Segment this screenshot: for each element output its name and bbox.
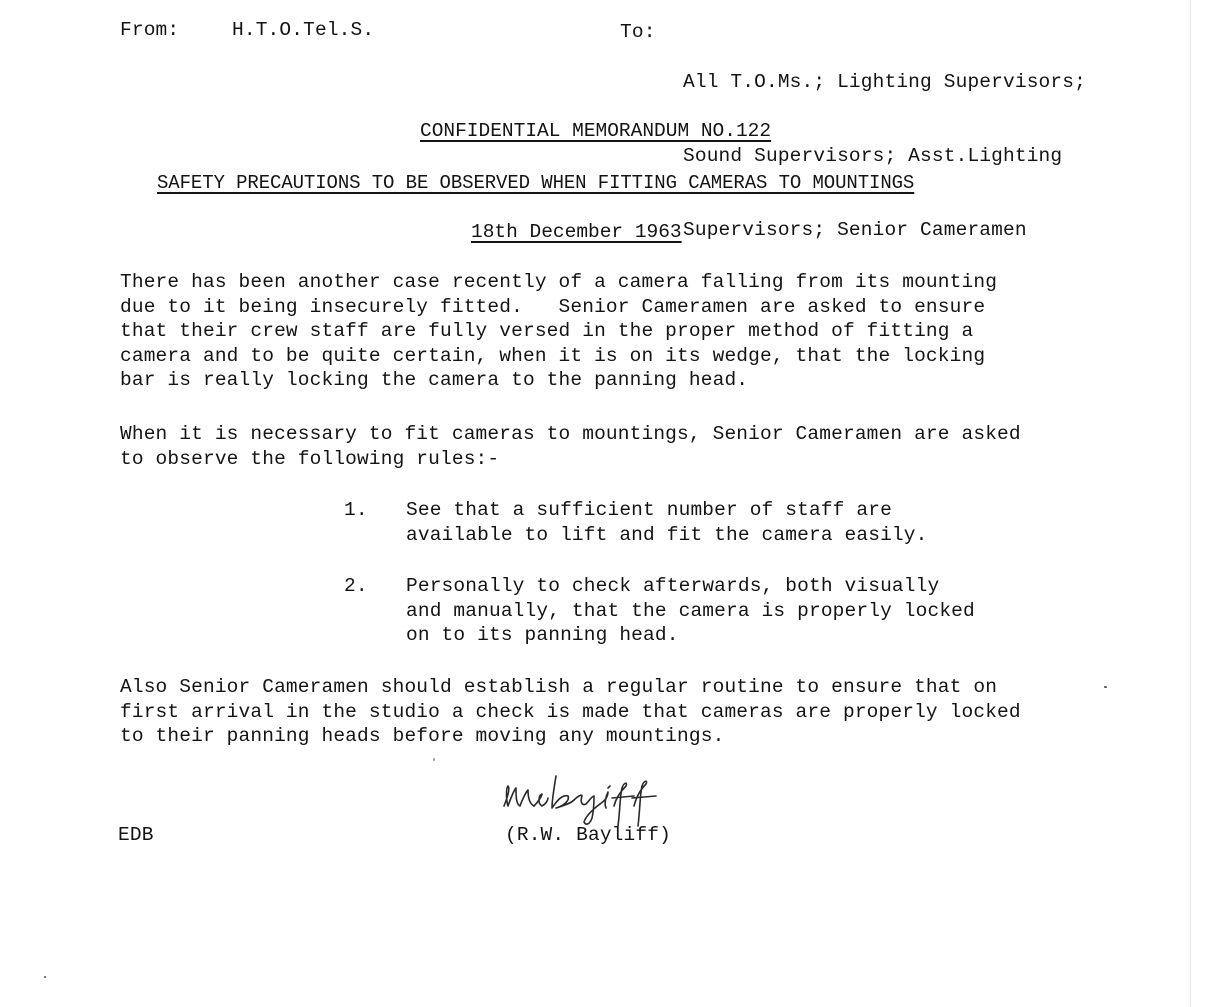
body-paragraph-1: There has been another case recently of a camera falling from its mounting due to it being insecurely fitted. Senior Cameramen are asked to ensure that their crew staff are fully versed in the proper method of fitting a camera and to be quite certain, when it is on its wedge, that the locking bar is really locking the camera to the panning head. bbox=[120, 271, 998, 391]
from-label: From: bbox=[120, 19, 180, 41]
memo-title: CONFIDENTIAL MEMORANDUM NO.122 bbox=[420, 120, 772, 142]
to-recipient-line: All T.O.Ms.; Lighting Supervisors; bbox=[683, 71, 1086, 93]
rule-text: See that a sufficient number of staff are available to lift and fit the camera easily. bbox=[406, 499, 928, 546]
to-recipient-line: Sound Supervisors; Asst.Lighting bbox=[683, 145, 1063, 167]
to-recipients bbox=[683, 21, 1086, 292]
scan-speck bbox=[1104, 686, 1107, 688]
memo-subject: SAFETY PRECAUTIONS TO BE OBSERVED WHEN FITTING CAMERAS TO MOUNTINGS bbox=[157, 172, 915, 194]
scan-speck bbox=[433, 758, 435, 761]
rule-number: 1. bbox=[344, 499, 368, 521]
scan-speck bbox=[44, 976, 46, 978]
rule-number: 2. bbox=[344, 575, 368, 597]
scan-edge-line bbox=[1190, 0, 1191, 1007]
body-paragraph-2: When it is necessary to fit cameras to mountings, Senior Cameramen are asked to observe the following rules:- bbox=[120, 423, 1021, 470]
memo-date: 18th December 1963 bbox=[471, 221, 682, 243]
to-label: To: bbox=[620, 21, 656, 43]
from-value: H.T.O.Tel.S. bbox=[232, 19, 375, 41]
author-reference: EDB bbox=[118, 824, 154, 846]
body-paragraph-3: Also Senior Cameramen should establish a regular routine to ensure that on first arrival in the studio a check is made that cameras are properly locked to their panning heads before moving any mountings. bbox=[120, 676, 1021, 747]
to-recipient-line: Supervisors; Senior Cameramen bbox=[683, 219, 1027, 241]
signatory-name: (R.W. Bayliff) bbox=[505, 824, 671, 846]
rule-text: Personally to check afterwards, both visually and manually, that the camera is properly locked on to its panning head. bbox=[406, 575, 975, 646]
